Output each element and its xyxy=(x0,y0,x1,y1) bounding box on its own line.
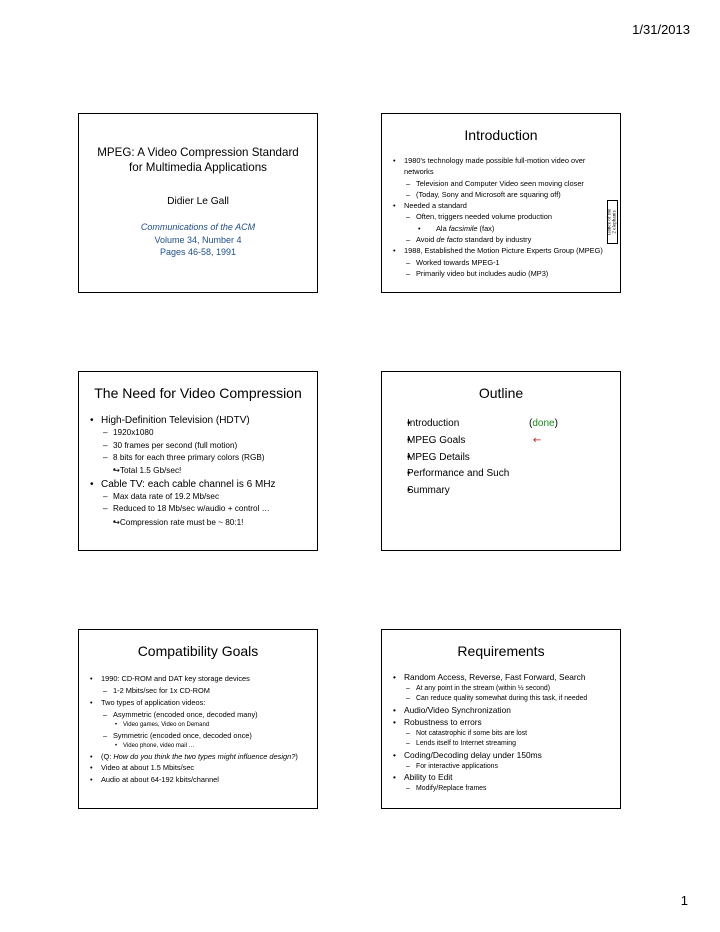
arrow-left-icon: ← xyxy=(533,434,542,446)
outline-item-summary: • Summary xyxy=(390,483,610,500)
sub-bullet-item: – Asymmetric (encoded once, decoded many) xyxy=(87,709,317,720)
bullet-item: • Ability to Edit xyxy=(390,772,620,784)
outline-item-introduction: • Introduction (done) xyxy=(390,416,610,433)
outline-list xyxy=(390,416,610,500)
bullet-item: • 1990: CD-ROM and DAT key storage devices xyxy=(87,673,317,684)
pages: Pages 46-58, 1991 xyxy=(159,247,237,258)
sub-bullet-item: – 1920x1080 xyxy=(87,427,317,439)
title-line-1: MPEG: A Video Compression Standard xyxy=(97,146,299,159)
slide-requirements xyxy=(381,629,621,809)
volume: Volume 34, Number 4 xyxy=(154,234,242,245)
side-note-line-2: 2 elephants xyxy=(611,210,618,234)
sub-bullet-item: – Not catastrophic if some bits are lost xyxy=(390,729,620,740)
sub-sub-bullet-item: • Video phone, video mail … xyxy=(87,741,317,751)
bullet-item: • Two types of application videos: xyxy=(87,697,317,708)
slide-need-for-compression xyxy=(78,371,318,551)
bullet-item: • Needed a standard xyxy=(390,200,620,211)
sub-bullet-item: – For interactive applications xyxy=(390,762,620,773)
bullet-item: • 1980's technology made possible full-motion video over networks xyxy=(390,155,620,178)
slide-outline xyxy=(381,371,621,551)
slide-heading: Introduction xyxy=(464,127,538,143)
sub-bullet-item: • →Compression rate must be ~ 80:1! xyxy=(87,516,317,529)
bullet-item: • Random Access, Reverse, Fast Forward, Search xyxy=(390,672,620,684)
sub-bullet-item: – 1-2 Mbits/sec for 1x CD-ROM xyxy=(87,684,317,697)
sub-bullet-item: – 8 bits for each three primary colors (RGB) xyxy=(87,452,317,464)
sub-bullet-item: – Can reduce quality somewhat during this task, if needed xyxy=(390,694,620,705)
bullet-item: • Audio/Video Synchronization xyxy=(390,705,620,717)
page-number: 1 xyxy=(680,893,688,908)
sub-bullet-item: – 30 frames per second (full motion) xyxy=(87,440,317,452)
journal-name: Communications of the ACM xyxy=(140,222,256,232)
author: Didier Le Gall xyxy=(167,196,229,207)
sub-bullet-item: • →Total 1.5 Gb/sec! xyxy=(87,464,317,477)
sub-bullet-item: – Avoid de facto standard by industry xyxy=(390,234,620,245)
bullet-item: • 1988, Established the Motion Picture Experts Group (MPEG) xyxy=(390,245,620,256)
slide-title-heading xyxy=(79,145,317,175)
arrow-right-icon: → xyxy=(113,516,120,527)
sub-bullet-item: – Modify/Replace frames xyxy=(390,784,620,795)
title-line-2: for Multimedia Applications xyxy=(129,161,267,174)
sub-sub-bullet-item: • Video games, Video on Demand xyxy=(87,720,317,730)
outline-item-performance: • Performance and Such xyxy=(390,466,610,483)
outline-item-mpeg-goals: • MPEG Goals ← xyxy=(390,433,610,450)
sub-bullet-item: – At any point in the stream (within ½ second) xyxy=(390,684,620,695)
sub-bullet-item: – (Today, Sony and Microsoft are squaring off) xyxy=(390,189,620,200)
bullet-item: • Coding/Decoding delay under 150ms xyxy=(390,750,620,762)
slide-heading: Compatibility Goals xyxy=(137,643,259,659)
slide-compatibility-goals xyxy=(78,629,318,809)
slide-heading: Requirements xyxy=(457,643,545,659)
arrow-right-icon: → xyxy=(113,465,120,476)
slide-title xyxy=(78,113,318,293)
bullet-list xyxy=(87,673,317,785)
page-date: 1/31/2013 xyxy=(632,22,690,37)
slide-heading: The Need for Video Compression xyxy=(94,385,302,401)
outline-item-mpeg-details: • MPEG Details xyxy=(390,450,610,467)
side-note-box xyxy=(607,200,618,244)
bullet-list xyxy=(87,414,317,529)
bullet-list xyxy=(390,672,620,795)
bullet-item: • Cable TV: each cable channel is 6 MHz xyxy=(87,478,317,491)
slide-introduction xyxy=(381,113,621,293)
slide-heading: Outline xyxy=(478,385,524,401)
sub-bullet-item: – Worked towards MPEG-1 xyxy=(390,257,620,268)
bullet-item: • Audio at about 64-192 kbits/channel xyxy=(87,774,317,785)
bullet-item: • (Q: How do you think the two types might influence design?) xyxy=(87,751,317,762)
sub-bullet-item: – Often, triggers needed volume production xyxy=(390,211,620,222)
sub-sub-bullet-item: • Ala facsimile (fax) xyxy=(390,223,620,234)
sub-bullet-item: – Television and Computer Video seen moving closer xyxy=(390,178,620,189)
sub-bullet-item: – Primarily video but includes audio (MP3) xyxy=(390,268,620,279)
citation xyxy=(79,221,317,259)
done-marker: (done) xyxy=(529,418,558,429)
sub-bullet-item: – Symmetric (encoded once, decoded once) xyxy=(87,730,317,741)
sub-bullet-item: – Max data rate of 19.2 Mb/sec xyxy=(87,491,317,503)
bullet-item: • Robustness to errors xyxy=(390,717,620,729)
bullet-item: • High-Definition Television (HDTV) xyxy=(87,414,317,427)
sub-bullet-item: – Reduced to 18 Mb/sec w/audio + control … xyxy=(87,503,317,515)
bullet-list xyxy=(390,155,620,279)
bullet-item: • Video at about 1.5 Mbits/sec xyxy=(87,762,317,773)
sub-bullet-item: – Lends itself to Internet streaming xyxy=(390,739,620,750)
side-note-line-1: Dance of the xyxy=(606,208,613,236)
